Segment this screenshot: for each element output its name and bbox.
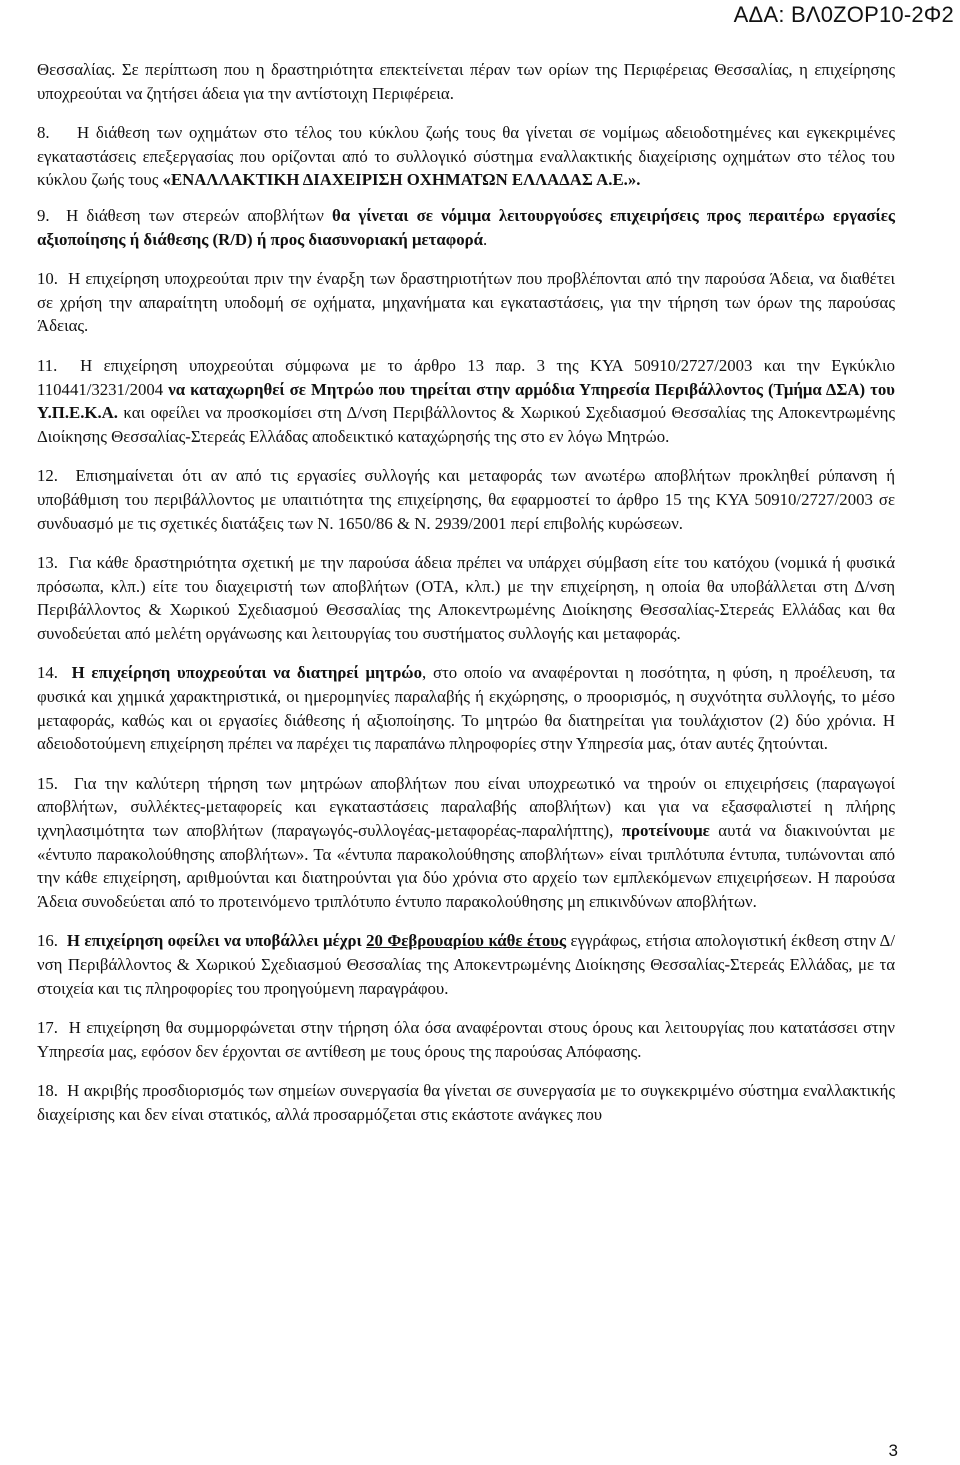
paragraph-number: 15. xyxy=(37,773,58,793)
paragraph-11 xyxy=(37,354,895,448)
paragraph-bold-text: να καταχωρηθεί σε Μητρώο που τηρείται στην αρμόδια Υπηρεσία Περιβάλλοντος (Τμήμα ΔΣΑ) του Υ.Π.Ε.Κ.Α. xyxy=(37,379,895,423)
paragraph-bold-text: Η επιχείρηση οφείλει να υποβάλλει μέχρι xyxy=(66,931,367,951)
paragraph-text: Η διάθεση των στερεών αποβλήτων xyxy=(66,205,333,225)
paragraph-number: 18. xyxy=(37,1081,58,1101)
paragraph-text: Η επιχείρηση θα συμμορφώνεται στην τήρηση όλα όσα αναφέρονται στους όρους και λειτουργίας που κατατάσσει στην Υπηρεσία μας, εφόσον δεν έρχονται σε αντίθεση με τους όρους της παρούσας Απόφασης. xyxy=(37,1018,896,1061)
paragraph-18 xyxy=(37,1079,895,1126)
paragraph-number: 8. xyxy=(37,123,50,143)
paragraph-text: αυτά να διακινούνται με «έντυπο παρακολούθησης αποβλήτων». Τα «έντυπα παρακολούθησης αποβλήτων» είναι τριπλότυπα έντυπα, τυπώνονται από την κάθε επιχείρηση, αριθμούνται και διατηρούνται για δύο χρόνια στο αρχείο των εμπλεκόμενων επιχειρήσεων. Η παρούσα Άδεια συνοδεύεται από το προτεινόμενο τριπλότυπο έντυπο παρακολούθησης μη επικινδύνων αποβλήτων. xyxy=(37,821,896,911)
paragraph-number: 11. xyxy=(37,355,58,375)
paragraph-number: 14. xyxy=(37,663,58,683)
paragraph-number: 10. xyxy=(37,269,58,289)
paragraph-10 xyxy=(37,267,895,338)
ada-code-header: ΑΔΑ: ΒΛ0ΖΟΡ10-2Φ2 xyxy=(733,2,954,27)
paragraph-text: Η διάθεση των οχημάτων στο τέλος του κύκλου ζωής τους θα γίνεται σε νομίμως αδειοδοτημένες και εγκεκριμένες εγκαταστάσεις επεξεργασίας που ορίζονται από το συλλογικό σύστημα εναλλακτικής διαχείρισης οχημάτων στο τέλος του κύκλου ζωής τους xyxy=(37,123,895,190)
page-number: 3 xyxy=(888,1441,898,1460)
paragraph-14 xyxy=(37,661,895,755)
paragraph-text: Η επιχείρηση υποχρεούται σύμφωνα με το άρθρο 13 παρ. 3 της ΚΥΑ 50910/2727/2003 και την Εγκύκλιο 110441/3231/2004 xyxy=(37,355,896,399)
paragraph-text: . xyxy=(482,229,488,249)
paragraph-8 xyxy=(37,121,895,192)
paragraph-15 xyxy=(37,772,895,914)
paragraph-number: 16. xyxy=(37,931,58,951)
paragraph-number: 9. xyxy=(37,205,50,225)
paragraph-bold-text: «ΕΝΑΛΛΑΚΤΙΚΗ ΔΙΑΧΕΙΡΙΣΗ ΟΧΗΜΑΤΩΝ ΕΛΛΑΔΑΣ Α.Ε.». xyxy=(162,170,641,190)
paragraph-bold-text: Η επιχείρηση υποχρεούται να διατηρεί μητρώο xyxy=(71,663,422,683)
paragraph-text: εγγράφως, ετήσια απολογιστική έκθεση στην Δ/νση Περιβάλλοντος & Χωρικού Σχεδιασμού Θεσσαλίας της Αποκεντρωμένης Διοίκησης Θεσσαλίας-Στερεάς Ελλάδας, με τα στοιχεία και τις πληροφορίες του προηγούμενη παραγράφου. xyxy=(37,931,896,998)
paragraph-text: Θεσσαλίας. Σε περίπτωση που η δραστηριότητα επεκτείνεται πέραν των ορίων της Περιφέρειας Θεσσαλίας, η επιχείρησης υποχρεούται να ζητήσει άδεια για την αντίστοιχη Περιφέρεια. xyxy=(37,60,895,103)
paragraph-13 xyxy=(37,551,895,645)
paragraph-bold-underlined-text: 20 Φεβρουαρίου κάθε έτους xyxy=(366,931,567,951)
paragraph-bold-text: θα γίνεται σε νόμιμα λειτουργούσες επιχειρήσεις προς περαιτέρω εργασίες αξιοποίησης ή διάθεσης (R/D) ή προς διασυνοριακή μεταφορά xyxy=(37,205,895,249)
paragraph-text: Η επιχείρηση υποχρεούται πριν την έναρξη των δραστηριοτήτων που προβλέπονται από την παρούσα Άδεια, να διαθέτει σε χρήση την απαραίτητη υποδομή σε οχήματα, μηχανήματα και εγκαταστάσεις, για την τήρηση των όρων της παρούσας Άδειας. xyxy=(37,269,895,336)
document-body xyxy=(37,58,895,1143)
paragraph-16 xyxy=(37,929,895,1000)
paragraph-continuation xyxy=(37,58,895,105)
paragraph-number: 13. xyxy=(37,553,58,573)
paragraph-text: Για κάθε δραστηριότητα σχετική με την παρούσα άδεια πρέπει να υπάρχει σύμβαση είτε του κατόχου (νομικά ή φυσικά πρόσωπα, κλπ.) είτε του διαχειριστή των αποβλήτων (ΟΤΑ, κλπ.) με την επιχείρηση, η οποία θα υποβάλλεται στη Δ/νση Περιβάλλοντος & Χωρικού Σχεδιασμού Θεσσαλίας της Αποκεντρωμένης Διοίκησης Θεσσαλίας-Στερεάς Ελλάδας και θα συνοδεύεται από μελέτη οργάνωσης και λειτουργίας του συστήματος συλλογής και μεταφοράς. xyxy=(37,553,896,643)
paragraph-text: Επισημαίνεται ότι αν από τις εργασίες συλλογής και μεταφοράς των ανωτέρω αποβλήτων προκληθεί ρύπανση ή υποβάθμιση του περιβάλλοντος με υπαιτιότητα της επιχείρησης, θα εφαρμοστεί το άρθρο 15 της ΚΥΑ 50910/2727/2003 σε συνδυασμό με τις σχετικές διατάξεις των Ν. 1650/86 & Ν. 2939/2001 περί επιβολής κυρώσεων. xyxy=(37,466,896,533)
paragraph-text: Η ακριβής προσδιορισμός των σημείων συνεργασία θα γίνεται σε συνεργασία με το συγκεκριμένο σύστημα εναλλακτικής διαχείρισης και δεν είναι στατικός, αλλά προσαρμόζεται στις εκάστοτε ανάγκες που xyxy=(37,1081,896,1124)
paragraph-bold-text: προτείνουμε xyxy=(621,821,710,841)
paragraph-text: , στο οποίο να αναφέρονται η ποσότητα, η φύση, η προέλευση, τα φυσικά και χημικά χαρακτηριστικά, οι ημερομηνίες παραλαβής ή εκχώρησης, ο προορισμός, η συχνότητα συλλογής, το μέσο μεταφοράς, καθώς και οι εργασίες διάθεσης ή αξιοποίησης. Το μητρώο θα διατηρείται για τουλάχιστον (2) δύο χρόνια. Η αδειοδοτούμενη επιχείρηση πρέπει να παρέχει τις παραπάνω πληροφορίες στην Υπηρεσία μας, όταν αυτές ζητούνται. xyxy=(37,663,896,754)
paragraph-9 xyxy=(37,204,895,251)
paragraph-12 xyxy=(37,464,895,535)
paragraph-17 xyxy=(37,1016,895,1063)
paragraph-text: Για την καλύτερη τήρηση των μητρώων αποβλήτων που είναι υποχρεωτικό να τηρούν οι επιχειρήσεις (παραγωγοί αποβλήτων, συλλέκτες-μεταφορείς και εγκαταστάσεις παραλαβής αποβλήτων) και για να εξασφαλιστεί η πλήρης ιχνηλασιμότητα των αποβλήτων (παραγωγός-συλλογέας-μεταφορέας-παραλήπτης), xyxy=(37,773,895,841)
paragraph-number: 12. xyxy=(37,466,58,486)
paragraph-number: 17. xyxy=(37,1018,58,1038)
paragraph-text: και οφείλει να προσκομίσει στη Δ/νση Περιβάλλοντος & Χωρικού Σχεδιασμού Θεσσαλίας της Αποκεντρωμένης Διοίκησης Θεσσαλίας-Στερεάς Ελλάδας αποδεικτικό καταχώρησής της στο εν λόγω Μητρώο. xyxy=(37,403,895,446)
